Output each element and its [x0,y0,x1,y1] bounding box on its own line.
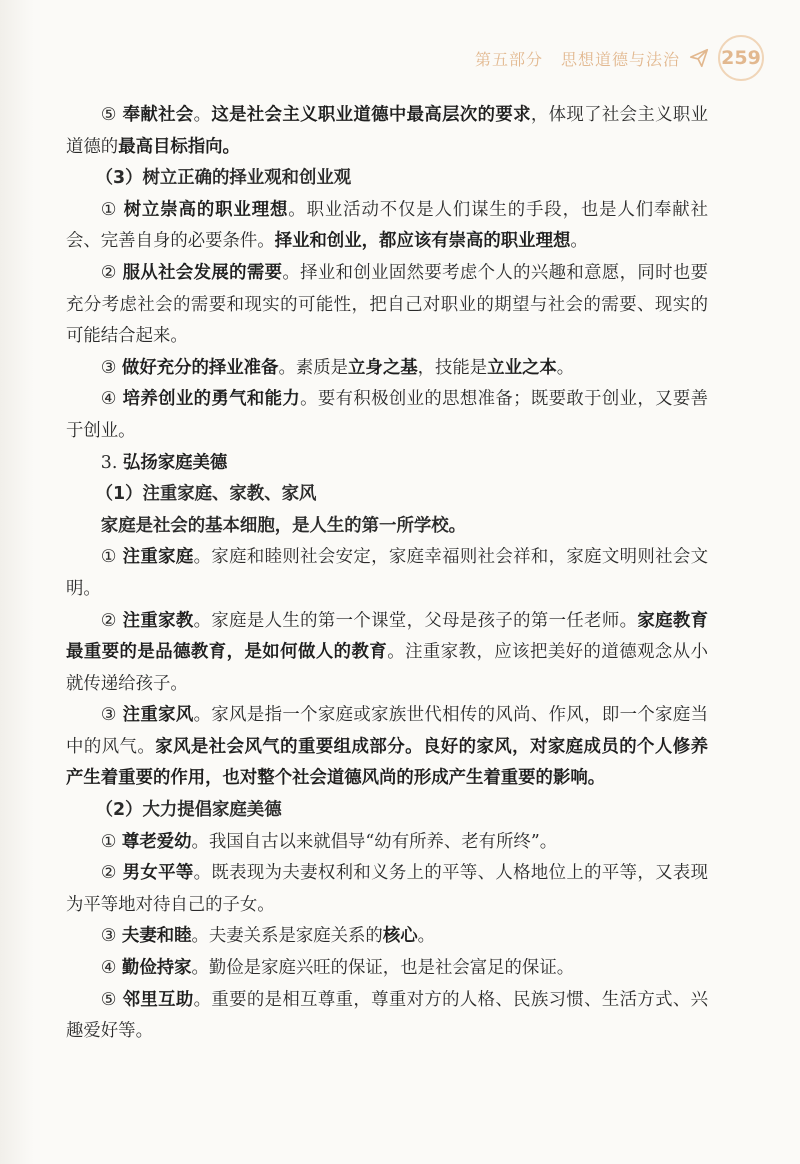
paragraph-entrepreneurship: ④ 培养创业的勇气和能力。要有积极创业的思想准备；既要敢于创业，又要善于创业。 [66,389,708,441]
heading-promote-virtue: （2）大力提倡家庭美德 [95,800,282,821]
page-spine-shadow [0,0,34,1164]
running-header [475,38,764,78]
paragraph-social-needs: ② 服从社会发展的需要。择业和创业固然要考虑个人的兴趣和意愿，同时也要充分考虑社会的需要和现实的可能性，把自己对职业的期望与社会的需要、现实的可能结合起来。 [66,262,708,347]
heading-family-virtue: 3. 弘扬家庭美德 [100,452,228,473]
heading-career-view: （3）树立正确的择业观和创业观 [95,168,352,189]
paragraph-family-cell: 家庭是社会的基本细胞，是人生的第一所学校。 [100,515,467,536]
paragraph-neighbors: ⑤ 邻里互助。重要的是相互尊重，尊重对方的人格、民族习惯、生活方式、兴趣爱好等。 [66,989,708,1042]
paragraph-career-ideal: ① 树立崇高的职业理想。职业活动不仅是人们谋生的手段，也是人们奉献社会、完善自身的必要条件。择业和创业，都应该有崇高的职业理想。 [66,199,708,252]
page-number: 259 [718,35,764,81]
paragraph-respect-elders: ① 尊老爱幼。我国自古以来就倡导“幼有所养、老有所终”。 [100,831,558,852]
heading-family-tradition: （1）注重家庭、家教、家风 [95,484,317,505]
page-body [66,100,708,1048]
paragraph-marital-harmony: ③ 夫妻和睦。夫妻关系是家庭关系的核心。 [100,926,436,947]
paragraph-family: ① 注重家庭。家庭和睦则社会安定，家庭幸福则社会祥和，家庭文明则社会文明。 [66,547,708,599]
paragraph-dedication: ⑤ 奉献社会。这是社会主义职业道德中最高层次的要求，体现了社会主义职业道德的最高目标指向。 [66,105,708,157]
paragraph-preparation: ③ 做好充分的择业准备。素质是立身之基，技能是立业之本。 [100,357,575,378]
header-section: 第五部分 [474,49,543,69]
paragraph-gender-equality: ② 男女平等。既表现为夫妻权利和义务上的平等、人格地位上的平等，又表现为平等地对待自己的子女。 [66,863,708,915]
paragraph-family-education: ② 注重家教。家庭是人生的第一个课堂，父母是孩子的第一任老师。家庭教育最重要的是品德教育，是如何做人的教育。注重家教，应该把美好的道德观念从小就传递给孩子。 [66,610,708,694]
header-title: 思想道德与法治 [560,49,680,69]
paper-plane-icon [688,47,710,69]
paragraph-thrift: ④ 勤俭持家。勤俭是家庭兴旺的保证，也是社会富足的保证。 [100,958,575,979]
paragraph-family-style: ③ 注重家风。家风是指一个家庭或家族世代相传的风尚、作风，即一个家庭当中的风气。家风是社会风气的重要组成部分。良好的家风，对家庭成员的个人修养产生着重要的作用，也对整个社会道德风尚的形成产生着重要的影响。 [66,705,708,789]
